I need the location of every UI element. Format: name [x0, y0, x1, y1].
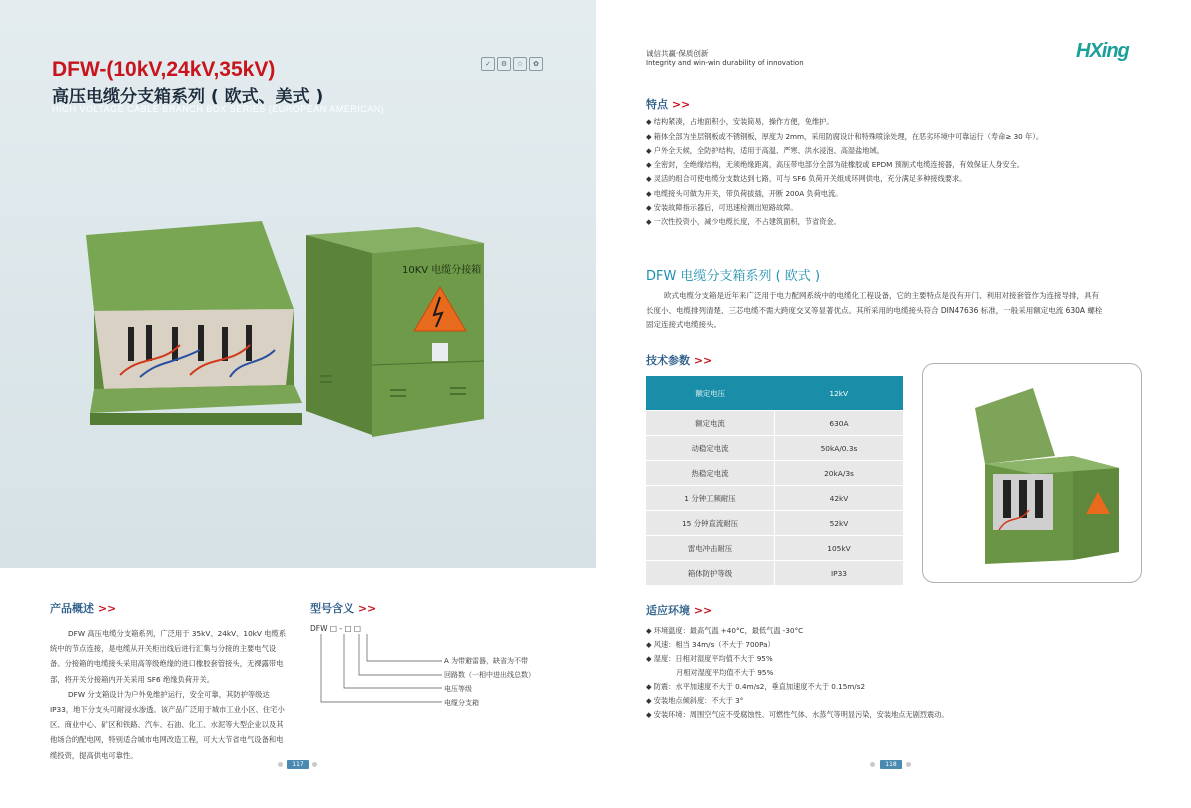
model-arrow: >> [357, 602, 377, 615]
certification-icon: ⚙ [497, 57, 511, 71]
model-diagram-lines [318, 632, 448, 710]
table-row [646, 486, 903, 511]
certification-icon: ✿ [529, 57, 543, 71]
spec-param: 额定电流 [646, 411, 775, 436]
model-legend-arrester: A 为带避雷器，缺省为不带 [444, 657, 529, 665]
page-number: 117 [287, 760, 309, 769]
table-row [646, 536, 903, 561]
spec-param: 1 分钟工频耐压 [646, 486, 775, 511]
spec-value: 20kA/3s [775, 461, 904, 486]
page-dot [312, 762, 317, 767]
table-row [646, 411, 903, 436]
slogan-en: Integrity and win-win durability of innovation [646, 59, 804, 67]
environment-item: ◆ 防震：水平加速度不大于 0.4m/s2，垂直加速度不大于 0.15m/s2 [646, 682, 866, 691]
feature-item: ◆ 安装故障指示器后，可迅速检测出短路故障。 [646, 203, 798, 212]
page-dot [906, 762, 911, 767]
certification-icon: ☆ [513, 57, 527, 71]
model-legend-circuits: 回路数（一相中进出线总数） [444, 671, 535, 679]
spec-value: 50kA/0.3s [775, 436, 904, 461]
table-row [646, 561, 903, 586]
page-dot [278, 762, 283, 767]
cabinet-illustration [80, 215, 510, 450]
environment-title-text: 适应环境 [646, 604, 690, 617]
model-code: DFW □ - □ □ [310, 624, 362, 633]
closed-cabinet-side [306, 235, 372, 435]
features-title-text: 特点 [646, 98, 668, 111]
spec-table-header [646, 376, 903, 411]
overview-text [50, 626, 290, 763]
page-dot [870, 762, 875, 767]
feature-item: ◆ 一次性投资小，减少电缆长度，不占建筑面积，节省资金。 [646, 217, 841, 226]
overview-title [50, 600, 116, 616]
product-photo [923, 364, 1141, 582]
spec-table [646, 376, 903, 586]
page-subtitle: 高压电缆分支箱系列 ( 欧式、美式 ) [52, 87, 324, 107]
open-cabinet-lid [86, 221, 294, 311]
page-title: DFW-(10kV,24kV,35kV) [52, 58, 276, 81]
eu-series-title: DFW 电缆分支箱系列 ( 欧式 ) [646, 269, 821, 284]
slogan-cn: 诚信共赢·保质创新 [646, 49, 709, 58]
features-title [646, 96, 690, 112]
spec-param: 箱体防护等级 [646, 561, 775, 586]
spec-param: 15 分钟直流耐压 [646, 511, 775, 536]
feature-item: ◆ 电缆接头可做为开关，带负荷拔插，开断 200A 负荷电流。 [646, 189, 843, 198]
spec-arrow: >> [693, 354, 713, 367]
environment-item: ◆ 安装环境：周围空气应不受腐蚀性、可燃性气体、水蒸气等明显污染，安装地点无剧烈震动。 [646, 710, 949, 719]
spec-value: 42kV [775, 486, 904, 511]
spec-param: 动稳定电流 [646, 436, 775, 461]
environment-item: 月相对湿度平均值不大于 95% [676, 668, 774, 677]
model-legend-voltage: 电压等级 [444, 685, 472, 693]
model-legend-type: 电缆分支箱 [444, 699, 479, 707]
product-photo-frame [922, 363, 1142, 583]
eu-series-text: 欧式电缆分支箱是近年来广泛用于电力配网系统中的电缆化工程设备，它的主要特点是没有开门、利用对接套管作为连接导排，具有长度小、电缆排列清楚、三芯电缆不需大跨度交叉等显著优点。其所采用的电缆接头符合 DIN47636 标准，一般采用额定电流 630A 螺栓固定连接式电缆接头。 [646, 291, 1103, 329]
overview-paragraph: DFW 高压电缆分支箱系列，广泛用于 35kV、24kV、10kV 电缆系统中的节点连接，是电缆从开关柜出线后进行汇集与分接的主要电气设备。分接箱的电缆接头采用高等级绝缘的进口橡胶套管接头，无裸露带电部，将开关分接箱内开关采用 SF6 绝缘负荷开关。 [50, 629, 287, 684]
spec-title-text: 技术参数 [646, 354, 690, 367]
feature-item: ◆ 灵活的组合可使电缆分支数达到七路，可与 SF6 负荷开关组成环网供电，充分满足多种接线要求。 [646, 174, 967, 183]
environment-item: ◆ 湿度：日相对湿度平均值不大于 95% [646, 654, 773, 663]
feature-item: ◆ 全密封，全绝缘结构，无须绝缘距离，高压带电部分全部为硅橡胶或 EPDM 预制式电缆连接器，有效保证人身安全。 [646, 160, 1024, 169]
open-cabinet-interior [94, 309, 294, 389]
page-subtitle-en: HIGH VOLTAGE CABLE BRANCH BOX SERIES (EUROPEAN AMERICAN) [52, 104, 385, 114]
feature-item: ◆ 户外全天候，全防护结构，适用于高温、严寒、洪水浸泡、高湿盐地域。 [646, 146, 884, 155]
model-title-text: 型号含义 [310, 602, 354, 615]
spec-value: 52kV [775, 511, 904, 536]
environment-arrow: >> [693, 604, 713, 617]
label-plate [432, 343, 448, 361]
feature-item: ◆ 结构紧凑，占地面积小，安装简易，操作方便，免维护。 [646, 117, 834, 126]
cabinet-label: 10KV 电缆分接箱 [402, 265, 482, 276]
features-arrow: >> [671, 98, 691, 111]
spec-title [646, 352, 712, 368]
certification-icon: ✓ [481, 57, 495, 71]
page-number: 118 [880, 760, 902, 769]
spec-header-value: 12kV [775, 376, 904, 411]
environment-item: ◆ 风速：相当 34m/s（不大于 700Pa） [646, 640, 775, 649]
table-row [646, 436, 903, 461]
table-row [646, 461, 903, 486]
spec-value: IP33 [775, 561, 904, 586]
overview-arrow: >> [97, 602, 117, 615]
environment-item: ◆ 安装地点倾斜度：不大于 3° [646, 696, 744, 705]
environment-item: ◆ 环境温度：最高气温 +40°C，最低气温 -30°C [646, 626, 804, 635]
overview-title-text: 产品概述 [50, 602, 94, 615]
model-title [310, 600, 376, 616]
environment-title [646, 602, 712, 618]
spec-param: 雷电冲击耐压 [646, 536, 775, 561]
open-cabinet-front [90, 385, 302, 413]
brand-logo: HXing [1076, 40, 1129, 62]
table-row [646, 511, 903, 536]
spec-param: 热稳定电流 [646, 461, 775, 486]
feature-item: ◆ 箱体全部为坐层钢板或不锈钢板，厚度为 2mm，采用防腐设计和特殊喷涂处理，在恶劣环境中可靠运行（寿命≥ 30 年）。 [646, 132, 1044, 141]
spec-header-param: 额定电压 [646, 376, 775, 411]
spec-value: 105kV [775, 536, 904, 561]
spec-value: 630A [775, 411, 904, 436]
overview-paragraph: DFW 分支箱设计为户外免维护运行，安全可靠，其防护等级达 IP33，地下分支头可耐浸水渗透。该产品广泛用于城市工业小区、住宅小区、商业中心、矿区和铁路、汽车、石油、化工、水泥等大型企业以及其他场合的配电网，特别适合城市电网改造工程，可大大节省电气设备和电缆投资，提高供电可靠性。 [50, 689, 285, 760]
